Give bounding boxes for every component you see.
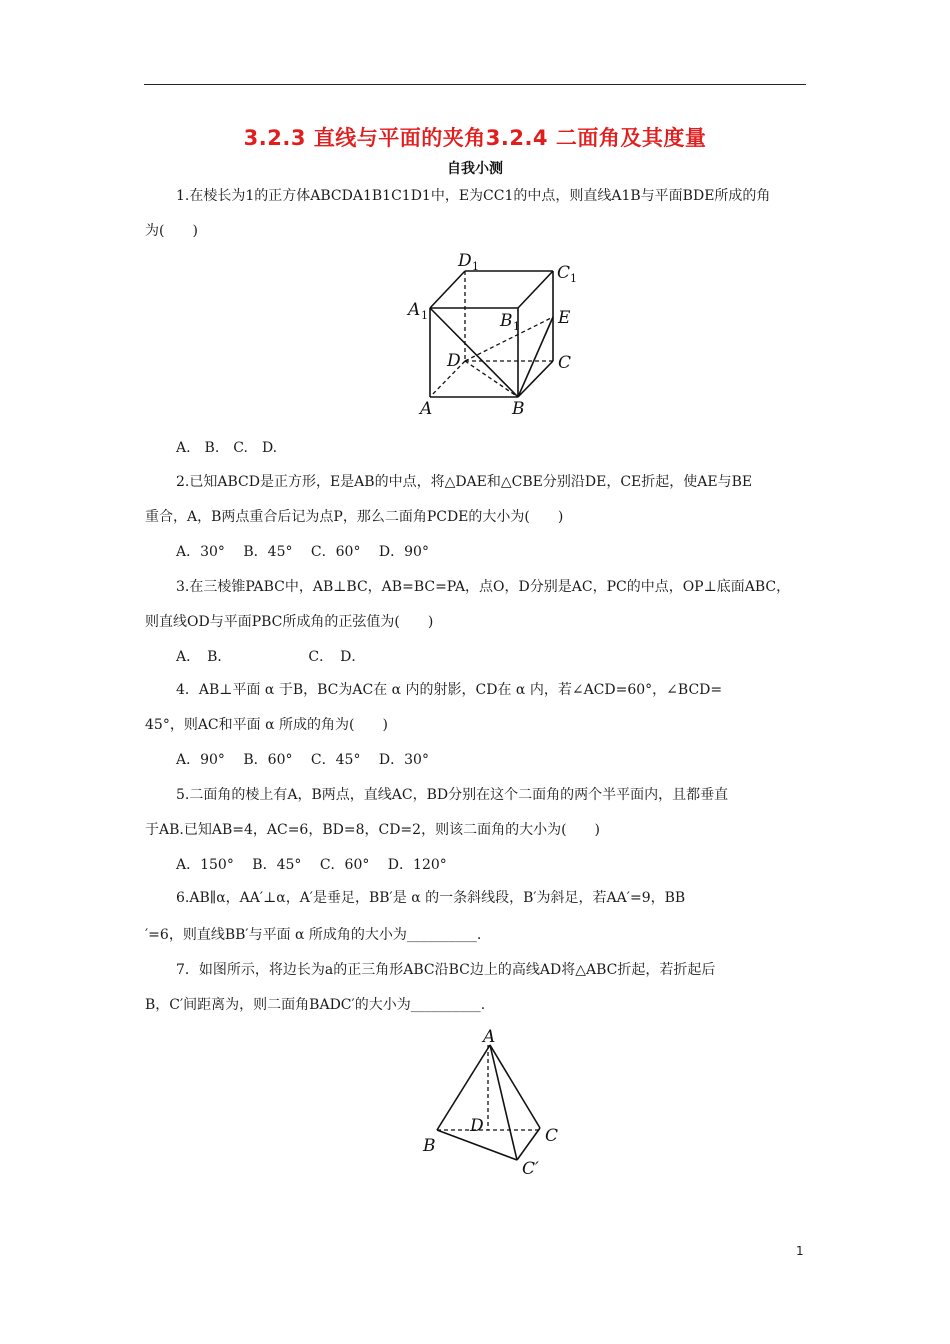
question-1-line-2: 为( ) [145,223,198,239]
question-6-line-1: 6.AB∥α，AA′⊥α，A′是垂足，BB′是 α 的一条斜线段，B′为斜足，若AA′=9，BB [176,890,686,906]
label-A1: A [408,300,421,320]
label-C1: C [557,263,571,283]
label-B1-sub: 1 [513,320,520,333]
label-B: B [512,399,525,419]
label-D1: D [458,251,472,271]
label-C-prime: C′ [522,1159,539,1179]
label-D: D [447,351,461,371]
question-2-options: A．30° B．45° C．60° D．90° [176,544,429,560]
cube-figure [400,250,590,425]
label-B1: B [500,311,513,331]
question-3-options: A． B． C． D． [176,649,366,665]
question-3-line-1: 3.在三棱锥PABC中，AB⊥BC，AB=BC=PA，点O，D分别是AC，PC的中点，OP⊥底面ABC， [176,579,791,595]
question-7-line-2: B，C′间距离为，则二面角BADC′的大小为__________. [145,997,486,1013]
question-1-line-1: 1.在棱长为1的正方体ABCDA1B1C1D1中，E为CC1的中点，则直线A1B与平面BDE所成的角 [176,188,771,204]
label-C: C [558,353,572,373]
page-subtitle: 自我小测 [447,161,503,177]
question-2-line-1: 2.已知ABCD是正方形，E是AB的中点，将△DAE和△CBE分别沿DE，CE折起，使AE与BE [176,474,753,490]
question-7-line-1: 7．如图所示，将边长为a的正三角形ABC沿BC边上的高线AD将△ABC折起，若折起后 [176,962,716,978]
label-A1-sub: 1 [421,309,428,322]
label-B: B [423,1136,436,1156]
page-number: 1 [796,1244,804,1258]
label-E: E [558,308,571,328]
label-A: A [420,399,433,419]
question-4-line-2: 45°，则AC和平面 α 所成的角为( ) [145,717,388,733]
question-4-options: A．90° B．60° C．45° D．30° [176,752,429,768]
label-A: A [483,1027,496,1047]
question-2-line-2: 重合，A，B两点重合后记为点P，那么二面角PCDE的大小为( ) [145,509,564,525]
header-rule [144,84,806,85]
label-C1-sub: 1 [570,272,577,285]
page-title: 3.2.3 直线与平面的夹角3.2.4 二面角及其度量 [243,126,707,150]
question-1-options: A. B. C. D. [176,440,278,456]
tetrahedron-figure [415,1020,575,1185]
question-5-options: A．150° B．45° C．60° D．120° [176,857,447,873]
question-6-line-2: ′=6，则直线BB′与平面 α 所成角的大小为__________. [145,927,482,943]
label-D1-sub: 1 [472,260,479,273]
label-C: C [545,1126,559,1146]
question-5-line-2: 于AB.已知AB=4，AC=6，BD=8，CD=2，则该二面角的大小为( ) [145,822,600,838]
question-3-line-2: 则直线OD与平面PBC所成角的正弦值为( ) [145,614,434,630]
question-4-line-1: 4．AB⊥平面 α 于B，BC为AC在 α 内的射影，CD在 α 内，若∠ACD=60°，∠BCD= [176,682,723,698]
question-5-line-1: 5.二面角的棱上有A，B两点，直线AC，BD分别在这个二面角的两个半平面内，且都垂直 [176,787,729,803]
label-D: D [470,1116,484,1136]
